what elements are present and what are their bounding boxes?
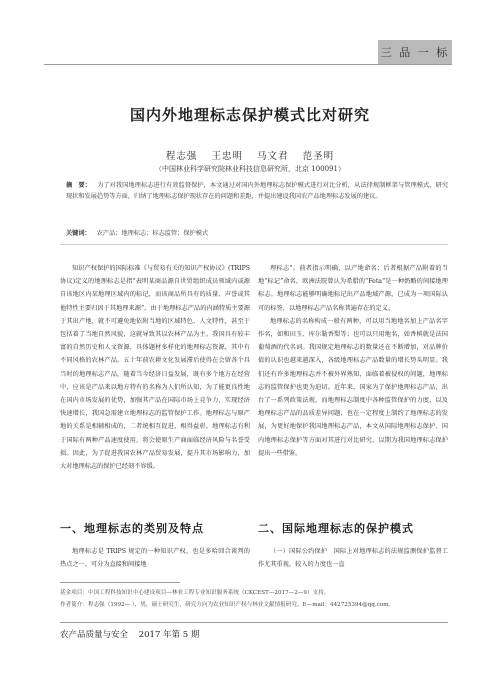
journal-name: 农产品质量与安全 bbox=[60, 630, 129, 640]
body-paragraph: 知识产权保护的国际标准《与贸易有关的知识产权协议》(TRIPS协议)定义的地理标志是指“表明某商品源自世贸组织成员领域内或源自该地区内某地理区域内的标记，而该商品所具有的质量、声誉或其他特性主要归因于其地理来源”。由于地理标志产品的内涵特质主要源于其出产地，就不可避免地依附当地的区域特色，人文特性，甚至于包括着了当地自然风貌，这就导致其以农林产品为主。我国具有较丰富的自然历史和人文资源，具体题材多样化的地理标志资源，其中有不同风格的农林产品。五十年前农耕文化发展滞后使得在会留各个具当时的地理标志产品，随着当今经济日益发展，既有多个地方在经营中，应该是产品来以地方特有的名称为人们所认知，为了能更良性地在国内市场发展的优势，加强其产品在国际市场上竞争力，实现经济快速增长，我国急需建立地理标志的监管保护工作。地理标志与原产地的关系是相辅相成的，二者统相互促进，相得益彰。地理标志有利于国际有两种产品速度使用，将会使原生产商面临经济风险与名誉受损。因此，为了促进我国农林产品贸易发展，提升其市场影响力，加大对地理标志的保护已经刻不容缓。 bbox=[60, 265, 250, 471]
abstract bbox=[66, 180, 448, 202]
author-name: 王忠明 bbox=[211, 151, 243, 162]
journal-issue: 2017 年第 5 期 bbox=[138, 630, 200, 640]
article-title: 国内外地理标志保护模式比对研究 bbox=[129, 106, 370, 124]
author-name: 程志强 bbox=[165, 151, 198, 162]
abstract-text: 为了对我国地理标志进行有效监督保护，本文通过对国内外地理标志保护模式进行对比分析，从法律规制框架与管理模式、研究现状和发展趋势等方面，归纳了地理标志保护现状存在的问题和差距，并提出建设我国农产品地理标志发展的建议。 bbox=[66, 182, 449, 200]
keywords-label: 关键词： bbox=[66, 230, 91, 237]
body-paragraph: 地理标志的名称构成一般有两种，可以用当地地名加上产品名字作名，如和田玉、库尔勒香梨等；也可以只用地名，如香槟就是法国葡萄酒的代名词。我国规定地理标志的数量还在不断增加，对品牌价值的认识也越来越深入，各级地理标志产品数量的增长势头明显。我们还有许多地理标志并不被外界熟知，面临着被侵权的问题，地理标志的监管保护也更为迫切。近年来，国家为了保护地理标志产品，出台了一系列政策法规，而地理标志制度中各种监管保护的力度，以及地理标志产品的品质差异问题，也在一定程度上制约了地理标志的发展，为更好地保护我国地理标志产品，本文从国际地理标志保护、国内地理标志保护等方面对其进行对比研究，以期为我国地理标志保护提出一些借鉴。 bbox=[258, 317, 448, 457]
keywords-text: 农产品；地理标志；标志监管；保护模式 bbox=[96, 230, 209, 237]
author-footnote: 作者简介：程志强（1992— ），男，硕士研究生，研究方向为农业知识产权与林业文献情报研究。E—mail：442725394@qq.com。 bbox=[60, 602, 395, 608]
body-paragraph: （一）国际公约保护 国际上对地理标志的法规监测保护监督工作尤其重视，较入的力度也一直 bbox=[258, 548, 448, 569]
section-tab: 三 品 一 标 bbox=[378, 40, 452, 64]
abstract-divider bbox=[60, 244, 448, 245]
funding-footnote: 基金项目：中国工程科技知识中心建设项目—林业工程专业知识服务系统（CKCEST—2017—2—9）支持。 bbox=[60, 590, 330, 596]
body-paragraph: 理标志”。前者指示明确，以产地命名；后者根据产品附着的当地“标记”命名，欧洲法院曾认为希腊的“Feta”是一种奶酪的间接地理标志。地理标志能够明确地标记出产品地域产源，已成为一项国际认可的标签，以地理标志产品名称普遍存在的定义。 bbox=[258, 265, 448, 312]
top-rule bbox=[44, 64, 452, 65]
body-column-left bbox=[60, 262, 250, 473]
keywords bbox=[66, 228, 448, 237]
section-text-right bbox=[258, 545, 448, 571]
section-heading: 一、地理标志的类别及特点 bbox=[60, 522, 204, 535]
section-heading: 二、国际地理标志的保护模式 bbox=[258, 522, 414, 535]
affiliation: （中国林业科学研究院林业科技信息研究所，北京 100091） bbox=[155, 165, 345, 173]
author-name: 马文君 bbox=[257, 151, 289, 162]
author-list bbox=[0, 148, 500, 162]
footer-rule bbox=[60, 622, 448, 623]
body-column-right bbox=[258, 262, 448, 460]
abstract-label: 摘 要： bbox=[66, 182, 92, 189]
footnote-rule bbox=[60, 582, 180, 583]
body-paragraph: 地理标志是 TRIPS 规定的一种知识产权，也是多哈回合谈判的热点之一。可分为直接和间接地 bbox=[60, 548, 250, 569]
section-text-left bbox=[60, 545, 250, 571]
journal-footer bbox=[60, 628, 207, 640]
author-name: 范圣明 bbox=[302, 151, 335, 162]
